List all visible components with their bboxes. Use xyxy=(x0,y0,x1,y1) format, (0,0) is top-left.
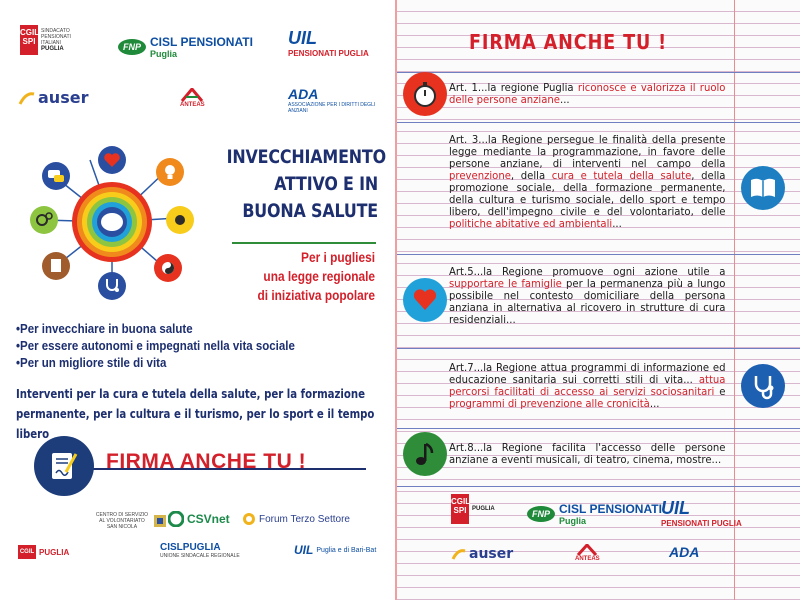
subtitle-line: una legge regionale xyxy=(263,269,375,284)
cgil-region: PUGLIA xyxy=(41,46,64,52)
fnp-name-footer: CISL PENSIONATI xyxy=(559,502,662,516)
section-divider xyxy=(397,348,800,349)
logo-fnp-cisl xyxy=(118,35,253,59)
logo-cisl-puglia xyxy=(160,542,240,559)
uil-name: UIL xyxy=(288,28,317,48)
heart-icon xyxy=(403,278,447,322)
csv-emblem-icon xyxy=(153,514,167,528)
section-divider xyxy=(397,122,800,123)
subtitle-line: di iniziativa popolare xyxy=(257,288,375,303)
article-highlight: programmi di prevenzione alle cronicità xyxy=(449,398,650,410)
uil-sub: PENSIONATI PUGLIA xyxy=(288,49,369,58)
book-icon xyxy=(741,166,785,210)
article-text: , della promozione sociale, della formazione permanente, della cultura e turismo sociale, dello sport e tempo libero, dell'impegno civile e del volontariato, delle xyxy=(449,170,726,218)
section-divider xyxy=(397,428,800,429)
aging-infographic xyxy=(22,140,202,306)
article-3 xyxy=(449,134,725,230)
logo-anteas-footer xyxy=(575,544,600,562)
auser-name-footer: auser xyxy=(469,546,514,562)
article-1 xyxy=(449,82,725,106)
ada-sub: ASSOCIAZIONE PER I DIRITTI DEGLI ANZIANI xyxy=(288,102,376,114)
ada-name: ADA xyxy=(288,86,319,102)
uil-name-footer: UIL xyxy=(661,498,690,518)
yin-yang-node-icon xyxy=(154,254,182,282)
csv-san-nicola-text: CENTRO DI SERVIZIO AL VOLONTARIATO SAN NICOLA xyxy=(95,512,149,530)
fnp-name: CISL PENSIONATI xyxy=(150,35,253,49)
article-text: ... xyxy=(560,94,570,106)
left-panel xyxy=(0,0,395,600)
music-note-icon xyxy=(403,432,447,476)
uil-puglia-name: UIL xyxy=(294,543,314,557)
heart-node-icon xyxy=(98,146,126,174)
cgil-puglia-text: PUGLIA xyxy=(39,547,70,557)
stethoscope-icon xyxy=(741,364,785,408)
gears-node-icon xyxy=(30,206,58,234)
signing-document-icon xyxy=(34,436,94,496)
cgil-region-footer: PUGLIA xyxy=(472,506,495,512)
article-highlight: riconosce e valorizza il ruolo delle persone anziane xyxy=(449,82,726,106)
logo-auser xyxy=(18,88,88,107)
interventions-line: permanente, per la cultura e il turismo, per lo sport e il tempo libero xyxy=(16,406,375,441)
cta-text: FIRMA ANCHE TU ! xyxy=(106,450,307,473)
sign-cta[interactable] xyxy=(34,448,366,486)
article-text: , della xyxy=(510,170,552,182)
page-title: INVECCHIAMENTO ATTIVO E IN BUONA SALUTE xyxy=(226,147,386,222)
article-text: Art. 3...la Regione persegue le finalità della presente legge mediante la programmazione, in favore delle persone anziane, di interventi nel campo della xyxy=(449,134,726,170)
document-node-icon xyxy=(42,252,70,280)
cgil-badge: CGIL SPI xyxy=(20,25,38,55)
article-text: ... xyxy=(649,398,660,410)
fnp-region-footer: Puglia xyxy=(559,516,587,526)
article-highlight: supportare le famiglie xyxy=(449,278,562,290)
notebook-margin-line xyxy=(395,0,397,600)
fnp-region: Puglia xyxy=(150,49,178,59)
article-highlight: politiche abitative ed ambientali xyxy=(449,218,613,230)
interventions-text xyxy=(16,384,381,444)
logo-ada-footer xyxy=(669,544,699,560)
article-text: Art.7...la Regione attua programmi di informazione ed educazione sanitaria sui corretti stili di vita... xyxy=(449,362,726,386)
forum-name: Forum Terzo Settore xyxy=(259,513,350,525)
article-text: e xyxy=(714,386,726,398)
anteas-name: ANTEAS xyxy=(180,102,205,108)
auser-swoosh-icon xyxy=(451,547,467,561)
logo-csvnet xyxy=(168,511,230,527)
goal-item: •Per essere autonomi e impegnati nella vita sociale xyxy=(16,339,295,353)
logo-uil-puglia xyxy=(294,543,376,557)
section-divider xyxy=(397,72,800,73)
auser-swoosh-icon xyxy=(18,90,36,106)
goal-item: •Per un migliore stile di vita xyxy=(16,356,167,370)
lightbulb-node-icon xyxy=(156,158,184,186)
article-text: Art.8...la Regione facilita l'accesso delle persone anziane a eventi musicali, di teatro, cinema, mostre... xyxy=(449,442,726,466)
auser-name: auser xyxy=(38,88,89,107)
logo-csv-san-nicola xyxy=(94,512,167,530)
logo-uil-pensionati xyxy=(288,28,369,58)
goals-list xyxy=(16,321,386,372)
article-8 xyxy=(449,442,725,466)
logo-auser-footer xyxy=(451,546,513,562)
forum-icon xyxy=(242,512,256,526)
fnp-badge-footer: FNP xyxy=(527,506,555,522)
article-5 xyxy=(449,266,725,326)
article-highlight: cura e tutela della salute xyxy=(551,170,692,182)
logo-cgil-spi-footer xyxy=(451,494,495,524)
chat-node-icon xyxy=(42,162,70,190)
cgil-sub: SINDACATO PENSIONATI ITALIANI xyxy=(41,28,71,46)
anteas-mark-icon xyxy=(576,544,598,556)
article-text: Art. 1...la regione Puglia xyxy=(449,82,578,94)
logo-fnp-cisl-footer xyxy=(527,502,662,526)
anteas-mark-icon xyxy=(180,88,204,102)
csvnet-name: CSVnet xyxy=(187,512,230,526)
article-7 xyxy=(449,362,725,410)
interventions-line: Interventi per la cura e tutela della salute, per la formazione xyxy=(16,386,366,401)
article-text: ... xyxy=(612,218,622,230)
logo-anteas xyxy=(180,88,205,108)
virus-node-icon xyxy=(166,206,194,234)
logo-uil-footer xyxy=(661,498,742,528)
uil-sub-footer: PENSIONATI PUGLIA xyxy=(661,519,742,528)
logo-forum-terzo-settore xyxy=(242,512,350,526)
article-highlight: prevenzione xyxy=(449,170,511,182)
section-divider xyxy=(397,254,800,255)
fnp-badge: FNP xyxy=(118,39,146,55)
cisl-puglia-sub: UNIONE SINDACALE REGIONALE xyxy=(160,553,240,559)
cgil-puglia-badge: CGIL xyxy=(18,545,36,559)
cgil-badge-footer: CGIL SPI xyxy=(451,494,469,524)
center-rings xyxy=(72,182,152,262)
article-text: per la permanenza più a lungo possibile nel contesto domiciliare della persona anziana in alternativa al ricovero in strutture di cura residenziali... xyxy=(449,278,726,326)
right-panel xyxy=(395,0,800,600)
section-divider xyxy=(397,486,800,487)
article-text: Art.5...la Regione promuove ogni azione utile a xyxy=(449,266,726,278)
csvnet-icon xyxy=(168,511,184,527)
right-title: FIRMA ANCHE TU ! xyxy=(469,30,668,54)
logo-cgil-puglia xyxy=(18,545,69,559)
stethoscope-node-icon xyxy=(98,272,126,300)
logo-ada xyxy=(288,86,395,114)
stopwatch-icon xyxy=(403,72,447,116)
subtitle-line: Per i pugliesi xyxy=(301,250,375,265)
cisl-puglia-name: CISLPUGLIA xyxy=(160,542,221,553)
uil-puglia-sub: Puglia e di Bari-Bat xyxy=(316,546,377,554)
anteas-name-footer: ANTEAS xyxy=(575,556,600,562)
title-divider xyxy=(232,242,376,244)
goal-item: •Per invecchiare in buona salute xyxy=(16,322,193,336)
article-highlight: attua percorsi facilitati di accesso ai servizi sociosanitari xyxy=(449,374,726,398)
logo-cgil-spi xyxy=(20,25,81,55)
page-subtitle xyxy=(234,248,375,305)
ada-name-footer: ADA xyxy=(669,544,700,560)
